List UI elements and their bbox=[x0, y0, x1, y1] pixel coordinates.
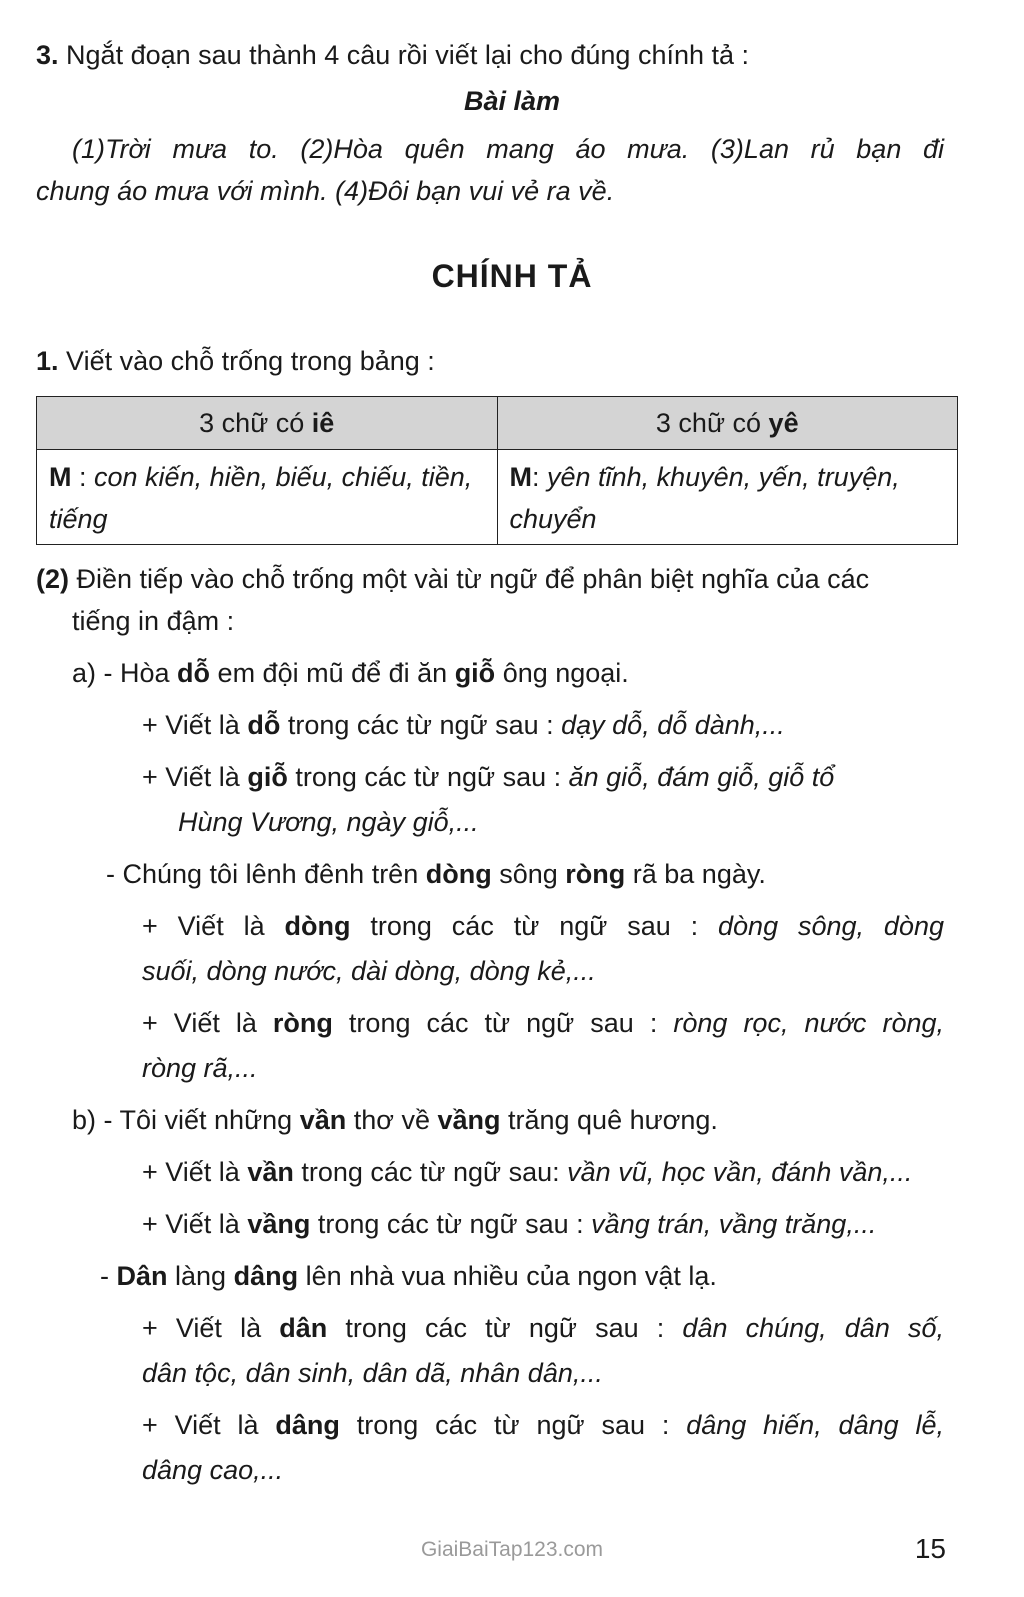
answer-line: chung áo mưa với mình. (4)Đôi bạn vui vẻ ra về. bbox=[36, 176, 615, 206]
answer-item: + Viết là vần trong các từ ngữ sau: vần vũ, học vần, đánh vần,... bbox=[142, 1157, 913, 1187]
table-cell-yê: M: yên tĩnh, khuyên, yến, truyện, chuyển bbox=[497, 450, 958, 545]
answer-item-continued: Hùng Vương, ngày giỗ,... bbox=[178, 807, 479, 837]
exercise-text: Điền tiếp vào chỗ trống một vài từ ngữ để phân biệt nghĩa của các bbox=[76, 564, 870, 594]
table-header-yê: 3 chữ có yê bbox=[497, 397, 958, 450]
exercise-text: tiếng in đậm : bbox=[72, 606, 235, 636]
exercise-1-prompt bbox=[36, 344, 435, 378]
exercise-text: Ngắt đoạn sau thành 4 câu rồi viết lại cho đúng chính tả : bbox=[66, 40, 750, 70]
page-number: 15 bbox=[914, 1533, 946, 1564]
answer-item-continued: ròng rã,... bbox=[142, 1053, 258, 1083]
answer-item: + Viết là dâng trong các từ ngữ sau : dâng hiến, dâng lễ, bbox=[142, 1410, 944, 1440]
table-row bbox=[37, 450, 958, 545]
answer-item: + Viết là dòng trong các từ ngữ sau : dòng sông, dòng bbox=[142, 911, 944, 941]
exercise-number: 3. bbox=[36, 40, 59, 70]
exercise-number: 1. bbox=[36, 346, 59, 376]
answer-item: + Viết là dỗ trong các từ ngữ sau : dạy dỗ, dỗ dành,... bbox=[142, 710, 785, 740]
answer-item: + Viết là ròng trong các từ ngữ sau : ròng rọc, nước ròng, bbox=[142, 1008, 944, 1038]
answer-line: (1)Trời mưa to. (2)Hòa quên mang áo mưa. (3)Lan rủ bạn đi bbox=[72, 134, 944, 164]
example-sentence: - Chúng tôi lênh đênh trên dòng sông ròng rã ba ngày. bbox=[106, 859, 766, 889]
exercise-3-prompt bbox=[36, 38, 749, 72]
exercise-2-prompt bbox=[36, 562, 869, 596]
example-sentence: - Dân làng dâng lên nhà vua nhiều của ngon vật lạ. bbox=[100, 1261, 717, 1291]
answer-item-continued: dâng cao,... bbox=[142, 1455, 284, 1485]
exercise-number: (2) bbox=[36, 564, 69, 594]
table-header-iê: 3 chữ có iê bbox=[37, 397, 498, 450]
answer-title: Bài làm bbox=[463, 86, 561, 116]
section-title: CHÍNH TẢ bbox=[431, 258, 593, 294]
exercise-text: Viết vào chỗ trống trong bảng : bbox=[66, 346, 435, 376]
answer-item: + Viết là dân trong các từ ngữ sau : dân chúng, dân số, bbox=[142, 1313, 944, 1343]
spelling-table bbox=[36, 396, 958, 545]
answer-item-continued: suối, dòng nước, dài dòng, dòng kẻ,... bbox=[142, 956, 596, 986]
table-cell-iê: M : con kiến, hiền, biếu, chiếu, tiền, tiếng bbox=[37, 450, 498, 545]
answer-item: + Viết là vầng trong các từ ngữ sau : vầng trán, vầng trăng,... bbox=[142, 1209, 877, 1239]
answer-item-continued: dân tộc, dân sinh, dân dã, nhân dân,... bbox=[142, 1358, 603, 1388]
table-header-row bbox=[37, 397, 958, 450]
example-sentence: a) - Hòa dỗ em đội mũ để đi ăn giỗ ông ngoại. bbox=[72, 658, 629, 688]
watermark: GiaiBaiTap123.com bbox=[420, 1538, 604, 1561]
example-sentence: b) - Tôi viết những vần thơ về vầng trăng quê hương. bbox=[72, 1105, 718, 1135]
answer-item: + Viết là giỗ trong các từ ngữ sau : ăn giỗ, đám giỗ, giỗ tổ bbox=[142, 762, 835, 792]
